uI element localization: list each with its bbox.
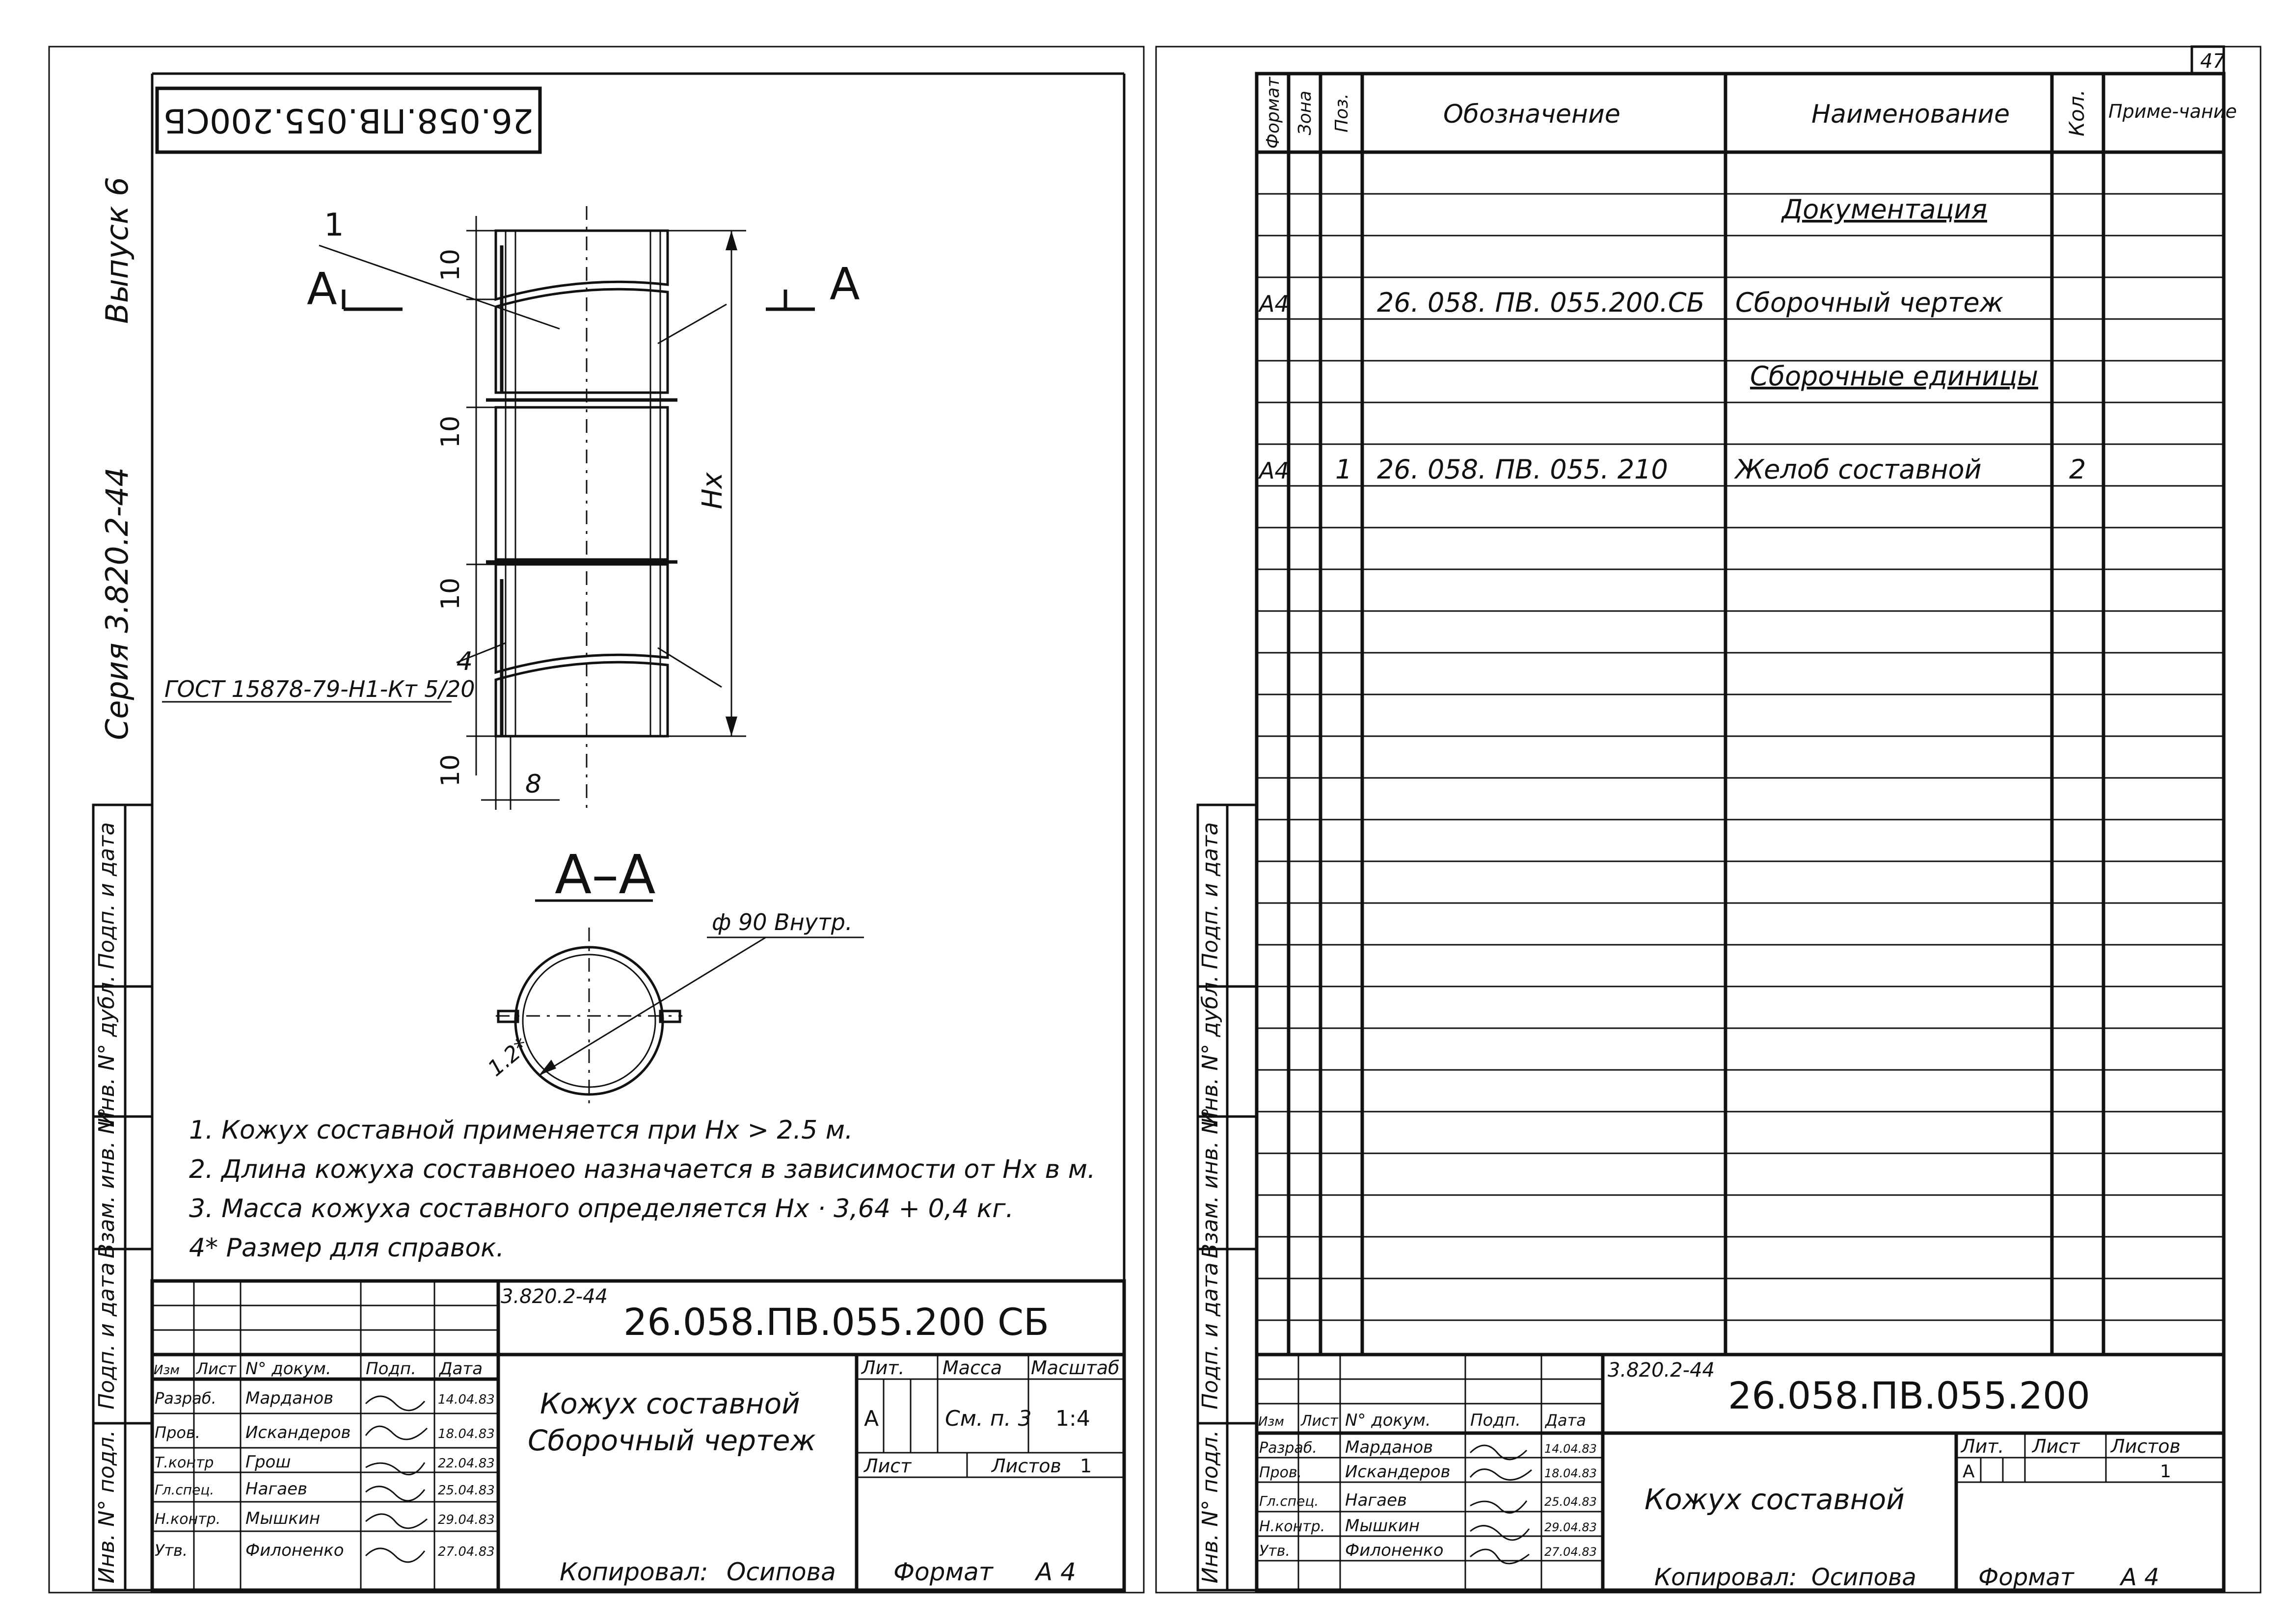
note-3: 3. Масса кожуха составного определяется Hх · 3,64 + 0,4 кг. (189, 1194, 1014, 1224)
role-name: Филоненко (245, 1541, 344, 1560)
stamp-lit-value: А (864, 1406, 879, 1431)
role-label: Н.контр. (155, 1511, 221, 1528)
footer-format-left: Формат (893, 1558, 993, 1586)
stamp-head-izm: Изм (154, 1363, 180, 1378)
stamp-head-izm: Изм (1258, 1414, 1284, 1429)
role-name: Нагаев (1345, 1491, 1407, 1510)
footer-format-right: Формат (1978, 1564, 2074, 1591)
row-name: Сборочный чертеж (1735, 287, 2004, 318)
stamp-head-doc: N° докум. (245, 1359, 331, 1379)
dim-10-c: 10 (436, 577, 465, 611)
spec-table-grid (1257, 74, 2224, 1355)
weld-label: 1.2* (483, 1033, 534, 1082)
stamp-sheets-head-right: Листов (2111, 1436, 2181, 1457)
stamp-lit-head-right: Лит. (1961, 1436, 2004, 1457)
side-stamp-sign-date-1: Подп. и дата (1198, 822, 1223, 969)
role-date: 27.04.83 (438, 1544, 495, 1559)
col-note: Приме-чание (2108, 101, 2237, 122)
callout-4: 4 (457, 647, 473, 676)
stamp-head-list: Лист (196, 1359, 237, 1378)
role-label: Разраб. (155, 1389, 216, 1408)
row-designation: 26. 058. ПВ. 055. 210 (1377, 454, 1668, 485)
side-stamp-sign-date-2: Подп. и дата (94, 1262, 119, 1410)
role-label: Т.контр (155, 1454, 214, 1471)
stamp-scale-head: Масштаб (1031, 1357, 1120, 1379)
footer-format-value-right: А 4 (2121, 1564, 2159, 1591)
section-mark-right: А (830, 259, 860, 310)
spec-row (1258, 287, 2004, 318)
casing-elevation (319, 206, 815, 810)
dim-10-b: 10 (436, 415, 465, 449)
role-name: Искандеров (1345, 1462, 1451, 1482)
role-label: Н.контр. (1259, 1518, 1325, 1535)
footer-format-value-left: А 4 (1036, 1558, 1076, 1586)
stamp-lit-value-right: А (1963, 1462, 1975, 1482)
role-date: 25.04.83 (438, 1483, 495, 1498)
signatures-right (1470, 1445, 1532, 1564)
spec-row-lines (1257, 194, 2224, 1320)
stamp-head-date: Дата (1545, 1411, 1586, 1430)
role-date: 14.04.83 (1544, 1442, 1597, 1456)
callout-1: 1 (324, 207, 344, 243)
gost-label: ГОСТ 15878-79-Н1-Кт 5/20 (164, 676, 475, 702)
stamp-mass-head: Масса (943, 1357, 1002, 1379)
role-label: Гл.спец. (1259, 1493, 1319, 1509)
signatures-left (366, 1396, 427, 1562)
row-qty: 2 (2069, 454, 2086, 485)
role-label: Пров. (155, 1423, 200, 1442)
role-date: 14.04.83 (438, 1392, 495, 1407)
role-date: 29.04.83 (1544, 1520, 1597, 1534)
role-label: Гл.спец. (155, 1482, 215, 1498)
stamp-sheet-head: Лист (864, 1455, 912, 1477)
stamp-head-doc: N° докум. (1345, 1411, 1431, 1430)
section-mark-left: А (307, 264, 337, 315)
role-date: 22.04.83 (438, 1456, 495, 1471)
role-name: Филоненко (1345, 1541, 1444, 1560)
stamp-sheets-head: Листов (992, 1455, 1061, 1477)
stamp-series-right: 3.820.2-44 (1608, 1359, 1715, 1382)
row-designation: 26. 058. ПВ. 055.200.СБ (1377, 287, 1705, 318)
stamp-code-right: 26.058.ПВ.055.200 (1728, 1374, 2090, 1417)
note-2: 2. Длина кожуха составноео назначается в зависимости от Hх в м. (189, 1155, 1096, 1184)
row-pos: 1 (1335, 454, 1352, 485)
col-pos: Поз. (1332, 93, 1352, 133)
section-assembly-units: Сборочные единицы (1750, 361, 2039, 392)
corner-code-box (157, 88, 540, 152)
side-stamp-original: Инв. N° подл. (94, 1430, 119, 1584)
row-name: Желоб составной (1735, 454, 1982, 485)
role-date: 29.04.83 (438, 1513, 495, 1527)
row-format: А4 (1259, 457, 1289, 484)
dim-10-a: 10 (436, 248, 465, 282)
role-name: Искандеров (245, 1423, 351, 1442)
note-1: 1. Кожух составной применяется при Hх > 2.5 м. (189, 1116, 853, 1145)
role-label: Утв. (155, 1541, 188, 1560)
stamp-title-line2: Сборочный чертеж (528, 1424, 816, 1457)
side-stamp-dup: Инв. N° дубл. (1198, 975, 1223, 1128)
note-4: 4* Размер для справок. (189, 1233, 505, 1263)
side-stamp-original: Инв. N° подл. (1198, 1430, 1223, 1584)
role-name: Марданов (245, 1388, 334, 1408)
col-zone: Зона (1295, 90, 1315, 135)
role-name: Мышкин (245, 1509, 321, 1528)
role-date: 25.04.83 (1544, 1495, 1597, 1509)
side-stamp-replace: Взам. инв. N° (1198, 1107, 1223, 1258)
dim-8: 8 (525, 770, 542, 799)
stamp-series-left: 3.820.2-44 (501, 1285, 608, 1308)
dim-10-d: 10 (436, 754, 465, 787)
role-date: 18.04.83 (438, 1427, 495, 1441)
page-number: 47 (2200, 50, 2225, 73)
col-qty: Кол. (2065, 89, 2089, 136)
stamp-title-right: Кожух составной (1644, 1483, 1905, 1516)
margin-issue: Выпуск 6 (99, 177, 135, 324)
col-format: Формат (1263, 77, 1283, 149)
stamp-scale-value: 1:4 (1055, 1406, 1090, 1431)
notes (189, 1116, 1096, 1263)
side-stamp-sign-date-2: Подп. и дата (1198, 1262, 1223, 1410)
margin-series: Серия 3.820.2-44 (99, 467, 135, 741)
role-date: 18.04.83 (1544, 1466, 1597, 1480)
role-date: 27.04.83 (1544, 1545, 1597, 1559)
stamp-mass-value: См. п. 3 (945, 1406, 1032, 1431)
footer-copier-right: Осипова (1811, 1564, 1916, 1591)
footer-copied-right: Копировал: (1654, 1564, 1797, 1591)
stamp-head-list: Лист (1301, 1412, 1339, 1430)
section-aa-title: А–А (555, 843, 656, 906)
stamp-code-left: 26.058.ПВ.055.200 СБ (623, 1300, 1050, 1344)
stamp-roles-right (1259, 1438, 1597, 1560)
role-label: Разраб. (1259, 1439, 1317, 1457)
role-label: Пров. (1259, 1464, 1302, 1481)
stamp-sheet-head-right: Лист (2032, 1436, 2080, 1457)
role-name: Мышкин (1345, 1516, 1420, 1536)
role-name: Грош (245, 1452, 291, 1472)
dim-hx: Hx (697, 472, 728, 509)
stamp-head-date: Дата (439, 1359, 483, 1379)
spec-row (1258, 454, 2086, 485)
side-stamp-sign-date-1: Подп. и дата (94, 822, 119, 969)
stamp-sheets-value: 1 (1080, 1455, 1092, 1477)
side-stamp-replace: Взам. инв. N° (94, 1107, 119, 1258)
stamp-title-line1: Кожух составной (540, 1387, 800, 1420)
side-stamp-dup: Инв. N° дубл. (94, 975, 119, 1128)
col-name: Наименование (1811, 100, 2010, 129)
role-label: Утв. (1259, 1543, 1290, 1560)
corner-code: 26.058.ПВ.055.200СБ (163, 101, 534, 140)
footer-copier-left: Осипова (727, 1558, 836, 1586)
section-documentation: Документация (1782, 194, 1987, 225)
stamp-head-sign: Подп. (1470, 1411, 1521, 1430)
role-name: Нагаев (245, 1479, 308, 1499)
row-format: А4 (1259, 291, 1289, 317)
stamp-lit-head: Лит. (862, 1357, 905, 1379)
stamp-sheets-value-right: 1 (2160, 1462, 2171, 1482)
col-designation: Обозначение (1443, 100, 1620, 129)
stamp-head-sign: Подп. (366, 1359, 416, 1379)
footer-copied-left: Копировал: (560, 1558, 708, 1586)
diameter-label: ф 90 Внутр. (712, 909, 853, 935)
role-name: Марданов (1345, 1438, 1433, 1457)
